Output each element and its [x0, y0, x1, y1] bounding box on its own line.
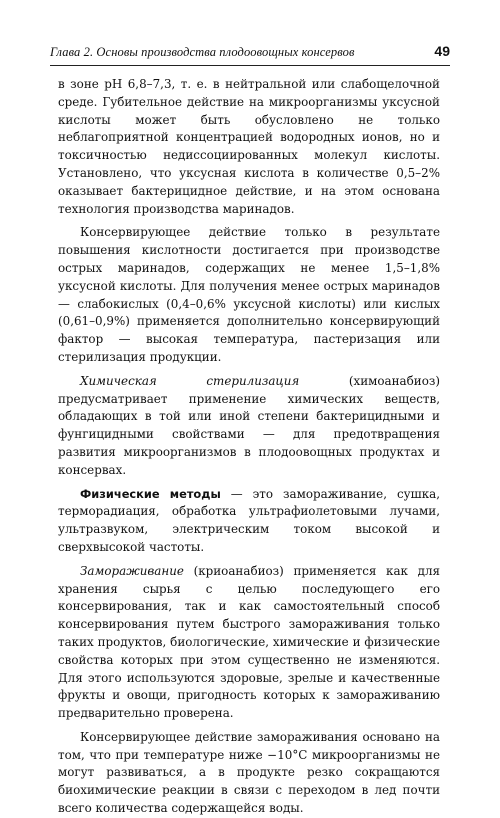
paragraph-text: — это замораживание, сушка, терморадиация, обработка ультрафиолетовыми лучами, ультразвуком, электрическим током высокой и сверхвысокой частоты.	[58, 486, 440, 554]
paragraph-chemical-sterilization	[58, 373, 440, 480]
running-header	[50, 43, 450, 66]
body-text	[58, 76, 440, 818]
paragraph-text: (криоанабиоз) применяется как для хранения сырья с целью последующего его консервирования, так и как самостоятельный способ консервирования путем быстрого замораживания только таких продуктов, биологические, химические и физические свойства которых при этом существенно не изменяются. Для этого используются здоровые, зрелые и качественные фрукты и овощи, пригодность которых к замораживанию предварительно проверена.	[58, 563, 440, 721]
term-physical-methods: Физические методы	[80, 486, 221, 501]
paragraph-freezing	[58, 563, 440, 723]
term-freezing: Замораживание	[80, 563, 184, 578]
paragraph-physical-methods	[58, 486, 440, 557]
paragraph-continuation: в зоне pH 6,8–7,3, т. е. в нейтральной или слабощелочной среде. Губительное действие на микроорганизмы уксусной кислоты может быть обусловлено не только неблагоприятной концентрацией водородных ионов, но и токсичностью недиссоциированных молекул кислоты. Установлено, что уксусная кислота в количестве 0,5–2% оказывает бактерицидное действие, и на этом основана технология производства маринадов.	[58, 77, 440, 216]
paragraph-freezing-effect: Консервирующее действие замораживания основано на том, что при температуре ниже −10°С микроорганизмы не могут развиваться, а в продукте резко сокращаются биохимические реакции в связи с переходом в лед почти всего количества содержащейся воды.	[58, 729, 440, 816]
paragraph-acidity: Консервирующее действие только в результате повышения кислотности достигается при производстве острых маринадов, содержащих не менее 1,5–1,8% уксусной кислоты. Для получения менее острых маринадов — слабокислых (0,4–0,6% уксусной кислоты) или кислых (0,61–0,9%) применяется дополнительно консервирующий фактор — высокая температура, пастеризация или стерилизация продукции.	[58, 225, 440, 364]
term-chemical-sterilization: Химическая стерилизация	[80, 373, 300, 388]
chapter-title: Глава 2. Основы производства плодоовощных консервов	[50, 45, 355, 59]
paragraph-text: (химоанабиоз) предусматривает применение химических веществ, обладающих в той или иной степени бактерицидными и фунгицидными свойствами — для предотвращения развития микроорганизмов в плодоовощных продуктах и консервах.	[58, 373, 440, 477]
page-number: 49	[434, 43, 450, 59]
